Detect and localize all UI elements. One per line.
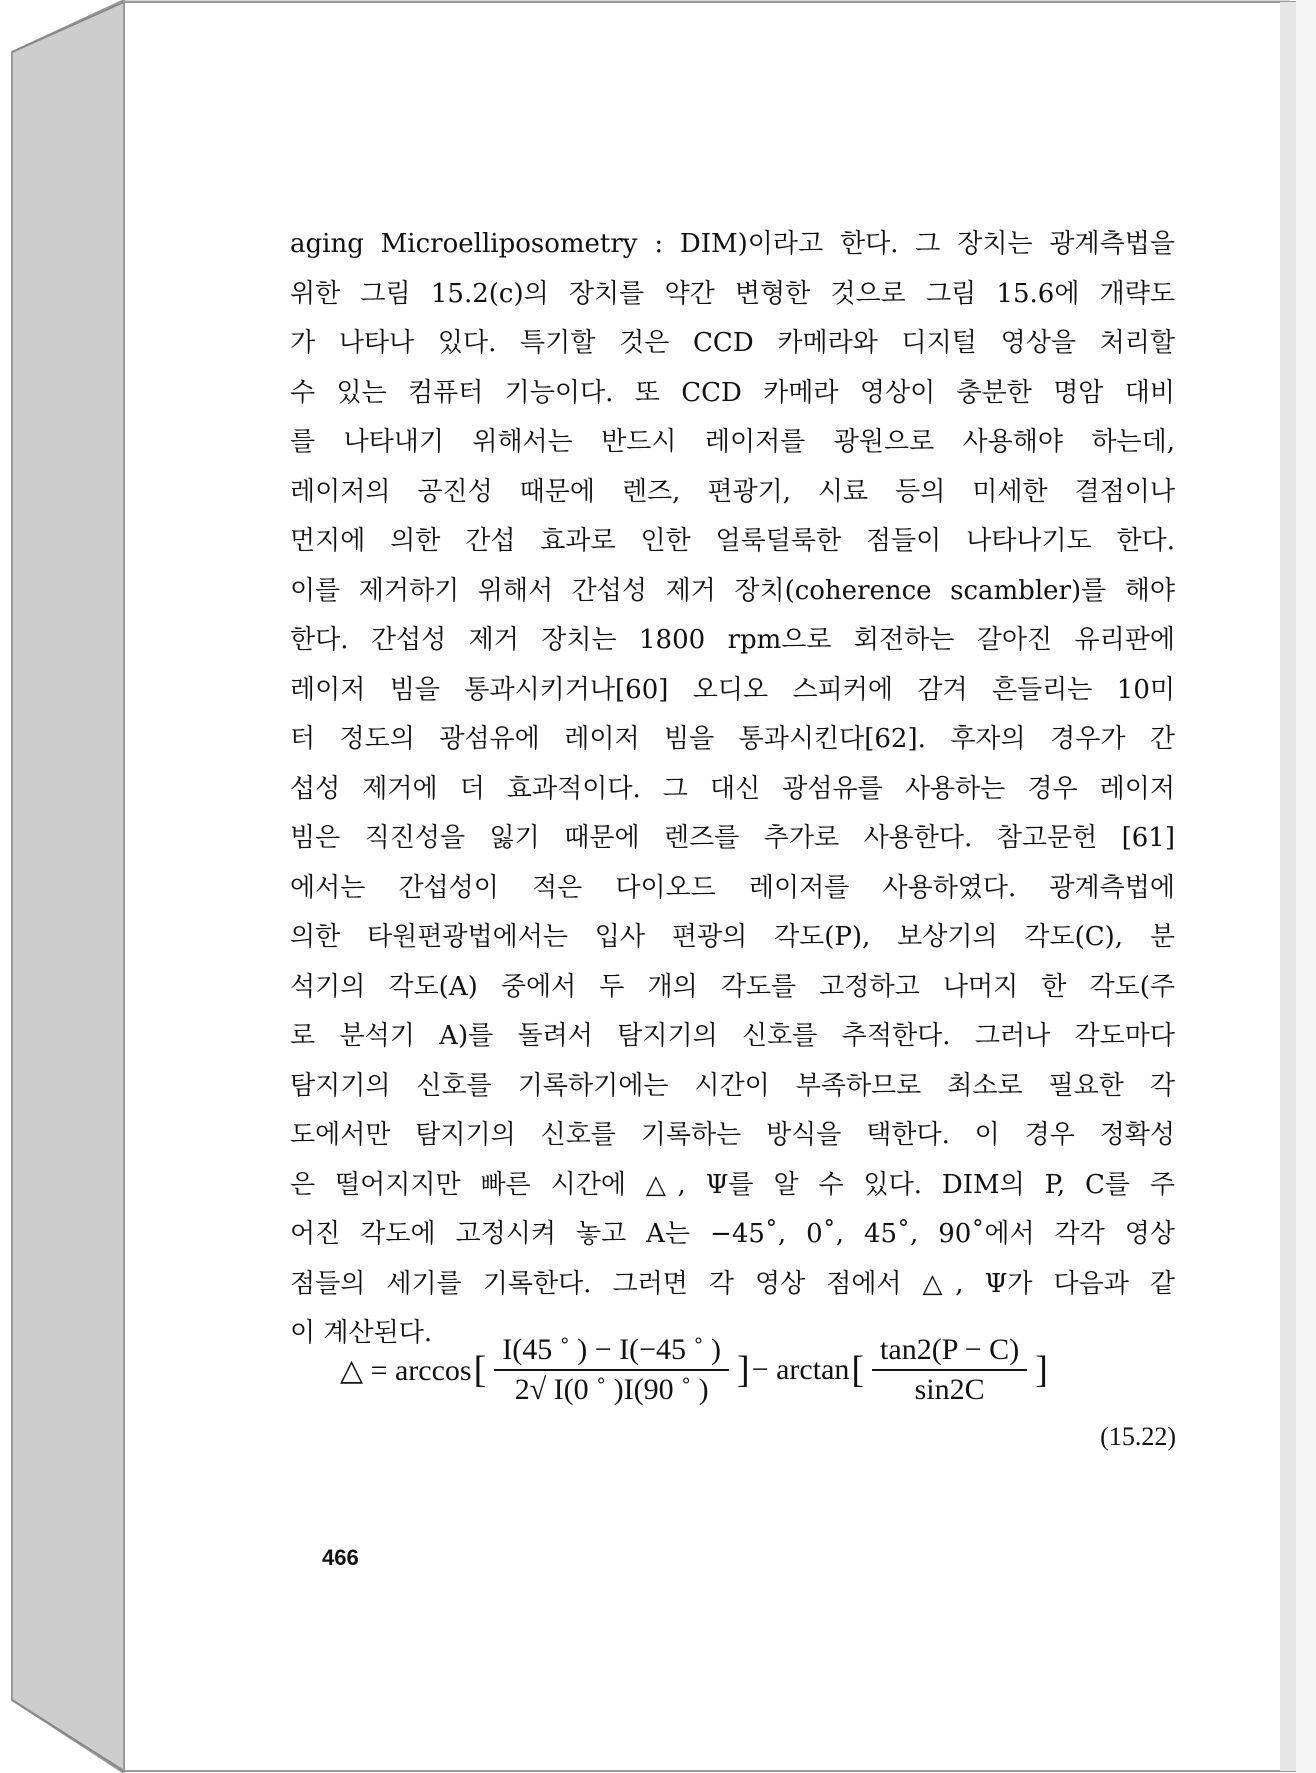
text-line: 이를 제거하기 위해서 간섭성 제거 장치(coherence scambler)를 해야 [290, 575, 1175, 606]
text-line: 를 나타내기 위해서는 반드시 레이저를 광원으로 사용해야 하는데, [290, 427, 1175, 457]
fraction-1-numerator: I(45 ˚ ) − I(−45 ˚ ) [494, 1333, 729, 1371]
text-line: 빔은 직진성을 잃기 때문에 렌즈를 추가로 사용한다. 참고문헌 [61] [290, 823, 1175, 853]
equation-15-22 [340, 1330, 1140, 1410]
text-line: 이 계산된다. [290, 1318, 433, 1348]
text-line: 에서는 간섭성이 적은 다이오드 레이저를 사용하였다. 광계측법에 [290, 872, 1175, 903]
bracket-right-2: ] [1035, 1349, 1048, 1391]
fraction-2 [872, 1333, 1027, 1407]
formula-middle: − arctan [751, 1353, 850, 1386]
fraction-1 [494, 1333, 729, 1407]
book-spine [12, 0, 124, 1773]
text-line: 도에서만 탐지기의 신호를 기록하는 방식을 택한다. 이 경우 정확성 [290, 1120, 1175, 1150]
text-line: 레이저 빔을 통과시키거나[60] 오디오 스피커에 감겨 흔들리는 10미 [290, 674, 1175, 705]
text-line: 먼지에 의한 간섭 효과로 인한 얼룩덜룩한 점들이 나타나기도 한다. [290, 526, 1175, 556]
bracket-left-2: [ [851, 1349, 865, 1391]
text-line: 한다. 간섭성 제거 장치는 1800 rpm으로 회전하는 갈아진 유리판에 [290, 625, 1175, 655]
text-line: 위한 그림 15.2(c)의 장치를 약간 변형한 것으로 그림 15.6에 개략도 [290, 278, 1175, 309]
text-line: 석기의 각도(A) 중에서 두 개의 각도를 고정하고 나머지 한 각도(주 [290, 971, 1175, 1002]
text-line: 로 분석기 A)를 돌려서 탐지기의 신호를 추적한다. 그러나 각도마다 [290, 1021, 1175, 1051]
body-text [290, 220, 1175, 1359]
text-line: 점들의 세기를 기록한다. 그러면 각 영상 점에서 △, Ψ가 다음과 같 [290, 1268, 1175, 1299]
text-line: 가 나타나 있다. 특기할 것은 CCD 카메라와 디지털 영상을 처리할 [290, 328, 1175, 358]
formula-lhs: △ = arccos [340, 1353, 472, 1387]
bracket-left: [ [473, 1349, 487, 1391]
text-line: 은 떨어지지만 빠른 시간에 △, Ψ를 알 수 있다. DIM의 P, C를 주 [290, 1169, 1175, 1200]
page-number: 466 [322, 1545, 359, 1570]
fraction-1-denominator: 2√ I(0 ˚ )I(90 ˚ ) [514, 1373, 709, 1406]
text-line: 어진 각도에 고정시켜 놓고 A는 −45˚, 0˚, 45˚, 90˚에서 각각 영상 [290, 1219, 1175, 1249]
equation-number: (15.22) [1100, 1422, 1176, 1451]
text-line: 수 있는 컴퓨터 기능이다. 또 CCD 카메라 영상이 충분한 명암 대비 [290, 377, 1175, 408]
fraction-2-numerator: tan2(P − C) [872, 1333, 1027, 1371]
text-line: 탐지기의 신호를 기록하기에는 시간이 부족하므로 최소로 필요한 각 [290, 1070, 1175, 1101]
text-line: 의한 타원편광법에서는 입사 편광의 각도(P), 보상기의 각도(C), 분 [290, 922, 1175, 952]
text-line: 섭성 제거에 더 효과적이다. 그 대신 광섬유를 사용하는 경우 레이저 [290, 773, 1175, 804]
text-line: 터 정도의 광섬유에 레이저 빔을 통과시킨다[62]. 후자의 경우가 간 [290, 724, 1175, 754]
bracket-right: ] [737, 1349, 750, 1391]
fraction-2-denominator: sin2C [914, 1373, 985, 1406]
text-line: aging Microelliposometry : DIM)이라고 한다. 그 장치는 광계측법을 [290, 229, 1175, 259]
text-line: 레이저의 공진성 때문에 렌즈, 편광기, 시료 등의 미세한 결점이나 [290, 476, 1175, 507]
